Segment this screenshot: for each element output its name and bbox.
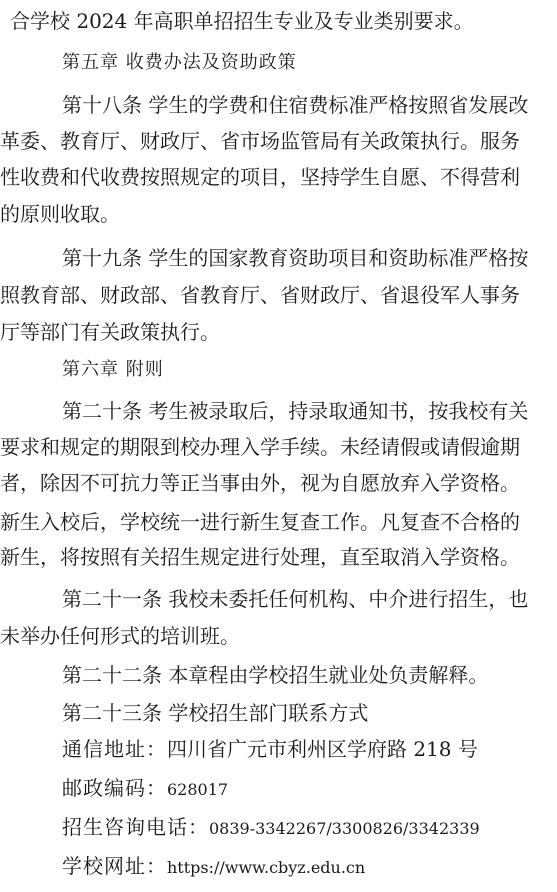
article-19-line: 厅等部门有关政策执行。 [0,320,220,344]
chapter-heading: 第六章 附则 [62,359,164,380]
chapter-heading: 第五章 收费办法及资助政策 [62,52,297,73]
website-label: 学校网址： [62,854,167,878]
article-21-line: 未举办任何形式的培训班。 [0,624,240,648]
address-value: 四川省广元市利州区学府路 218 号 [167,737,478,761]
article-18-line: 第十八条 学生的学费和住宿费标准严格按照省发展改 [62,93,529,117]
article-20-line: 要求和规定的期限到校办理入学手续。未经请假或请假逾期 [0,435,520,459]
article-20-line: 者，除因不可抗力等正当事由外，视为自愿放弃入学资格。 [0,471,520,495]
contact-phone [0,812,557,844]
postcode-label: 邮政编码： [62,776,167,800]
article-18-line: 的原则收取。 [0,202,120,226]
address-label: 通信地址： [62,737,167,761]
website-link[interactable]: https://www.cbyz.edu.cn [167,858,366,877]
contact-website [0,851,557,883]
article-19-line: 照教育部、财政部、省教育厅、省财政厅、省退役军人事务 [0,283,520,307]
article-18-line: 革委、教育厅、财政厅、省市场监管局有关政策执行。服务 [0,129,520,153]
paragraph-line: 合学校 2024 年高职单招招生专业及专业类别要求。 [10,9,474,33]
article-23-line: 第二十三条 学校招生部门联系方式 [62,701,369,725]
article-20-line: 第二十条 考生被录取后，持录取通知书，按我校有关 [62,399,529,423]
article-20-line: 新生入校后，学校统一进行新生复查工作。凡复查不合格的 [0,510,520,534]
article-22-line: 第二十二条 本章程由学校招生就业处负责解释。 [62,663,489,687]
phone-value: 0839-3342267/3300826/3342339 [209,819,480,838]
article-20-line: 新生，将按照有关招生规定进行处理，直至取消入学资格。 [0,545,520,569]
phone-label: 招生咨询电话： [62,815,209,839]
article-18-line: 性收费和代收费按照规定的项目，坚持学生自愿、不得营利 [0,165,520,189]
article-19-line: 第十九条 学生的国家教育资助项目和资助标准严格按 [62,246,529,270]
contact-postcode [0,773,557,805]
postcode-value: 628017 [167,780,229,799]
article-21-line: 第二十一条 我校未委托任何机构、中介进行招生，也 [62,587,529,611]
contact-address [0,734,557,764]
